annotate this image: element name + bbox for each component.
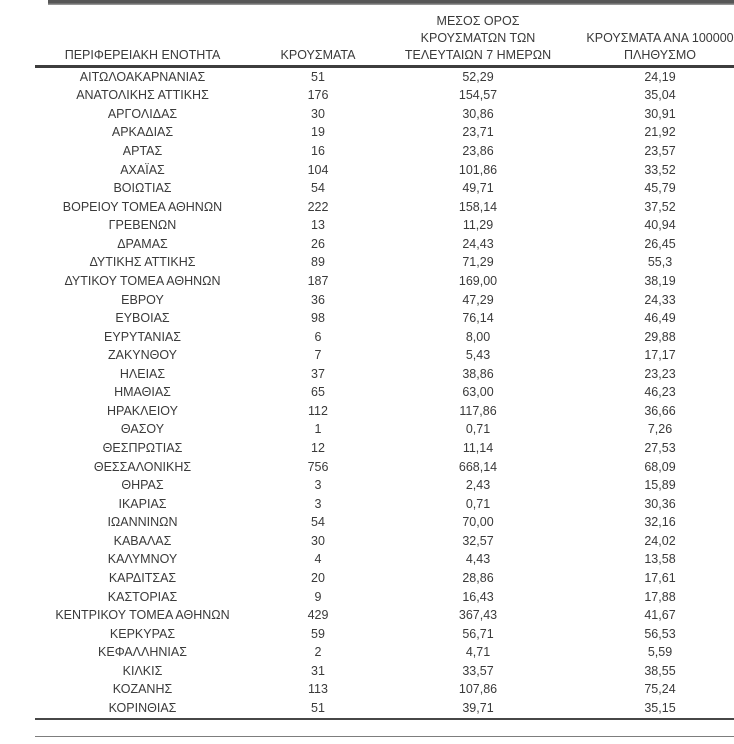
table-row <box>35 272 734 291</box>
cell-cases-per-100000: 17,17 <box>644 348 676 363</box>
cell-cases-per-100000: 5,59 <box>647 645 673 660</box>
cell-cases-per-100000: 23,57 <box>644 144 676 159</box>
table-row <box>35 624 734 643</box>
cell-region-name: ΑΝΑΤΟΛΙΚΗΣ ΑΤΤΙΚΗΣ <box>76 88 209 103</box>
column-header-cases: ΚΡΟΥΣΜΑΤΑ <box>280 48 356 62</box>
cell-cases-per-100000: 56,53 <box>644 626 676 641</box>
cell-avg-7-days: 47,29 <box>462 292 494 307</box>
cell-cases: 51 <box>311 69 325 84</box>
cell-avg-7-days: 8,00 <box>465 329 491 344</box>
table-row <box>35 457 734 476</box>
cell-cases: 54 <box>311 181 325 196</box>
footer-divider-rule <box>35 736 734 738</box>
cell-region-name: ΚΟΖΑΝΗΣ <box>112 682 173 697</box>
cell-cases-per-100000: 55,3 <box>647 255 673 270</box>
cell-region-name: ΚΙΛΚΙΣ <box>122 663 163 678</box>
cell-avg-7-days: 76,14 <box>462 311 494 326</box>
table-row <box>35 160 734 179</box>
cell-avg-7-days: 11,29 <box>462 218 494 233</box>
cell-cases-per-100000: 33,52 <box>644 162 676 177</box>
cell-cases-per-100000: 45,79 <box>644 181 676 196</box>
cell-avg-7-days: 367,43 <box>458 608 498 623</box>
cell-avg-7-days: 11,14 <box>462 441 494 456</box>
table-row <box>35 235 734 254</box>
table-row <box>35 365 734 384</box>
cell-cases: 176 <box>307 88 329 103</box>
table-row <box>35 550 734 569</box>
cell-cases-per-100000: 46,49 <box>644 311 676 326</box>
cell-region-name: ΚΑΒΑΛΑΣ <box>113 533 172 548</box>
table-row <box>35 197 734 216</box>
table-row <box>35 123 734 142</box>
cell-avg-7-days: 4,43 <box>465 552 491 567</box>
cell-cases-per-100000: 35,15 <box>644 700 676 715</box>
cell-region-name: ΕΥΡΥΤΑΝΙΑΣ <box>104 329 181 344</box>
cell-region-name: ΗΡΑΚΛΕΙΟΥ <box>107 403 178 418</box>
cell-cases-per-100000: 41,67 <box>644 608 676 623</box>
table-row <box>35 420 734 439</box>
cell-avg-7-days: 158,14 <box>458 199 498 214</box>
cell-avg-7-days: 5,43 <box>465 348 491 363</box>
cell-avg-7-days: 668,14 <box>458 459 498 474</box>
cell-region-name: ΗΜΑΘΙΑΣ <box>114 385 171 400</box>
cell-cases: 112 <box>308 403 328 418</box>
cell-cases-per-100000: 38,55 <box>644 663 676 678</box>
table-bottom-rule <box>35 718 734 720</box>
cell-cases-per-100000: 24,02 <box>644 533 676 548</box>
cell-cases: 98 <box>311 311 325 326</box>
cell-cases: 20 <box>311 570 325 585</box>
cell-region-name: ΚΑΡΔΙΤΣΑΣ <box>108 570 177 585</box>
cell-region-name: ΙΚΑΡΙΑΣ <box>118 496 167 511</box>
cell-region-name: ΔΥΤΙΚΗΣ ΑΤΤΙΚΗΣ <box>89 255 196 270</box>
table-row <box>35 513 734 532</box>
cell-avg-7-days: 101,86 <box>458 162 498 177</box>
cell-cases: 222 <box>307 199 329 214</box>
cell-cases: 9 <box>314 589 322 604</box>
cell-region-name: ΘΑΣΟΥ <box>120 422 165 437</box>
cell-region-name: ΓΡΕΒΕΝΩΝ <box>108 218 177 233</box>
cell-cases: 12 <box>311 441 325 456</box>
cell-cases-per-100000: 7,26 <box>647 422 673 437</box>
cell-cases-per-100000: 23,23 <box>644 366 676 381</box>
cell-avg-7-days: 71,29 <box>462 255 494 270</box>
cell-cases: 187 <box>307 273 329 288</box>
cell-cases: 13 <box>311 218 325 233</box>
cell-cases-per-100000: 46,23 <box>644 385 676 400</box>
cell-cases-per-100000: 17,61 <box>644 570 676 585</box>
table-body <box>35 68 734 718</box>
cell-avg-7-days: 0,71 <box>465 496 491 511</box>
cell-cases-per-100000: 29,88 <box>644 329 676 344</box>
cell-cases-per-100000: 24,19 <box>644 69 676 84</box>
cell-region-name: ΗΛΕΙΑΣ <box>119 366 166 381</box>
cell-avg-7-days: 33,57 <box>462 663 494 678</box>
column-header-regional-unit: ΠΕΡΙΦΕΡΕΙΑΚΗ ΕΝΟΤΗΤΑ <box>64 48 221 62</box>
column-header-cases-per-100000: ΚΡΟΥΣΜΑΤΑ ΑΝΑ 100000 ΠΛΗΘΥΣΜΟ <box>586 31 734 62</box>
cell-avg-7-days: 38,86 <box>462 366 494 381</box>
cell-region-name: ΑΡΚΑΔΙΑΣ <box>111 125 174 140</box>
cell-avg-7-days: 16,43 <box>462 589 494 604</box>
cell-avg-7-days: 63,00 <box>462 385 494 400</box>
cell-cases: 6 <box>314 329 322 344</box>
cell-avg-7-days: 0,71 <box>465 422 491 437</box>
cell-cases-per-100000: 17,88 <box>644 589 676 604</box>
cell-avg-7-days: 56,71 <box>462 626 494 641</box>
cell-region-name: ΑΙΤΩΛΟΑΚΑΡΝΑΝΙΑΣ <box>79 69 206 84</box>
cell-region-name: ΘΕΣΠΡΩΤΙΑΣ <box>102 441 183 456</box>
table-row <box>35 142 734 161</box>
cell-region-name: ΕΒΡΟΥ <box>121 292 164 307</box>
column-header-avg-7-days: ΜΕΣΟΣ ΟΡΟΣ ΚΡΟΥΣΜΑΤΩΝ ΤΩΝ ΤΕΛΕΥΤΑΙΩΝ 7 ΗΜΕΡΩΝ <box>404 14 552 62</box>
cell-avg-7-days: 30,86 <box>462 106 494 121</box>
cell-region-name: ΒΟΡΕΙΟΥ ΤΟΜΕΑ ΑΘΗΝΩΝ <box>62 199 223 214</box>
table-row <box>35 383 734 402</box>
cell-cases: 16 <box>311 144 325 159</box>
cell-avg-7-days: 49,71 <box>462 181 494 196</box>
cell-cases-per-100000: 27,53 <box>644 441 676 456</box>
cell-cases-per-100000: 30,91 <box>644 106 676 121</box>
table-row <box>35 680 734 699</box>
cell-avg-7-days: 117,86 <box>459 403 497 418</box>
cell-avg-7-days: 107,86 <box>458 682 498 697</box>
table-row <box>35 643 734 662</box>
cell-cases: 2 <box>314 645 322 660</box>
cell-cases: 36 <box>311 292 325 307</box>
table-header-row <box>35 6 734 65</box>
table-row <box>35 532 734 551</box>
table-row <box>35 179 734 198</box>
cell-region-name: ΙΩΑΝΝΙΝΩΝ <box>107 515 178 530</box>
cell-avg-7-days: 169,00 <box>458 273 498 288</box>
cell-cases: 30 <box>311 533 325 548</box>
cell-cases: 19 <box>311 125 325 140</box>
cell-cases-per-100000: 21,92 <box>644 125 676 140</box>
table-row <box>35 402 734 421</box>
table-row <box>35 662 734 681</box>
table-row <box>35 253 734 272</box>
cell-cases: 1 <box>314 422 322 437</box>
cell-cases: 4 <box>314 552 322 567</box>
cell-avg-7-days: 2,43 <box>465 478 491 493</box>
cell-cases-per-100000: 24,33 <box>644 292 676 307</box>
cell-cases-per-100000: 75,24 <box>644 682 676 697</box>
cell-cases: 113 <box>308 682 328 697</box>
table-row <box>35 68 734 87</box>
cell-cases: 104 <box>307 162 329 177</box>
cell-region-name: ΚΟΡΙΝΘΙΑΣ <box>108 700 177 715</box>
cell-region-name: ΚΕΝΤΡΙΚΟΥ ΤΟΜΕΑ ΑΘΗΝΩΝ <box>55 608 230 623</box>
cell-cases: 429 <box>307 608 329 623</box>
cell-region-name: ΚΕΡΚΥΡΑΣ <box>109 626 176 641</box>
table-row <box>35 309 734 328</box>
cell-cases: 3 <box>314 478 322 493</box>
cell-region-name: ΚΑΣΤΟΡΙΑΣ <box>107 589 178 604</box>
table-row <box>35 86 734 105</box>
table-row <box>35 105 734 124</box>
cell-avg-7-days: 23,86 <box>462 144 494 159</box>
cell-region-name: ΑΧΑΪΑΣ <box>120 162 165 177</box>
table-row <box>35 587 734 606</box>
cell-region-name: ΚΕΦΑΛΛΗΝΙΑΣ <box>98 645 187 660</box>
cell-cases-per-100000: 30,36 <box>644 496 676 511</box>
cell-avg-7-days: 23,71 <box>462 125 494 140</box>
cell-cases: 65 <box>311 385 325 400</box>
table-row <box>35 290 734 309</box>
table-row <box>35 476 734 495</box>
cell-region-name: ΚΑΛΥΜΝΟΥ <box>107 552 178 567</box>
cell-avg-7-days: 24,43 <box>462 236 494 251</box>
cell-region-name: ΒΟΙΩΤΙΑΣ <box>113 181 172 196</box>
cell-avg-7-days: 28,86 <box>462 570 494 585</box>
cell-cases-per-100000: 15,89 <box>644 478 676 493</box>
cell-cases: 7 <box>314 348 322 363</box>
cell-cases-per-100000: 13,58 <box>644 552 676 567</box>
table-row <box>35 569 734 588</box>
table-row <box>35 216 734 235</box>
cell-cases: 26 <box>311 236 325 251</box>
cell-cases: 59 <box>311 626 325 641</box>
cell-cases-per-100000: 37,52 <box>644 199 676 214</box>
cell-cases-per-100000: 32,16 <box>644 515 676 530</box>
cell-cases-per-100000: 68,09 <box>644 459 676 474</box>
cell-avg-7-days: 154,57 <box>458 88 498 103</box>
cell-cases: 30 <box>311 106 325 121</box>
cell-cases: 3 <box>314 496 322 511</box>
cell-region-name: ΑΡΤΑΣ <box>122 144 163 159</box>
cell-cases-per-100000: 40,94 <box>644 218 676 233</box>
table-row <box>35 606 734 625</box>
cell-avg-7-days: 52,29 <box>462 69 494 84</box>
cell-cases-per-100000: 35,04 <box>644 88 676 103</box>
cell-region-name: ΘΕΣΣΑΛΟΝΙΚΗΣ <box>93 459 192 474</box>
cell-avg-7-days: 39,71 <box>462 700 494 715</box>
table-row <box>35 699 734 718</box>
cell-cases: 31 <box>311 663 325 678</box>
cell-cases: 51 <box>311 700 325 715</box>
top-divider-rule <box>48 0 734 5</box>
cell-region-name: ΘΗΡΑΣ <box>121 478 164 493</box>
table-row <box>35 327 734 346</box>
cell-region-name: ΔΡΑΜΑΣ <box>117 236 168 251</box>
cell-cases: 37 <box>311 366 325 381</box>
table-row <box>35 439 734 458</box>
cell-region-name: ΔΥΤΙΚΟΥ ΤΟΜΕΑ ΑΘΗΝΩΝ <box>64 273 221 288</box>
table-row <box>35 494 734 513</box>
cell-avg-7-days: 32,57 <box>462 533 494 548</box>
table-row <box>35 346 734 365</box>
cell-avg-7-days: 4,71 <box>465 645 491 660</box>
cell-region-name: ΑΡΓΟΛΙΔΑΣ <box>107 106 178 121</box>
cell-region-name: ΕΥΒΟΙΑΣ <box>115 311 170 326</box>
cell-avg-7-days: 70,00 <box>462 515 494 530</box>
cell-cases: 89 <box>311 255 325 270</box>
cell-region-name: ΖΑΚΥΝΘΟΥ <box>107 348 178 363</box>
cell-cases: 756 <box>307 459 329 474</box>
cell-cases-per-100000: 36,66 <box>644 403 676 418</box>
cell-cases-per-100000: 26,45 <box>644 236 676 251</box>
cell-cases: 54 <box>311 515 325 530</box>
cell-cases-per-100000: 38,19 <box>644 273 676 288</box>
